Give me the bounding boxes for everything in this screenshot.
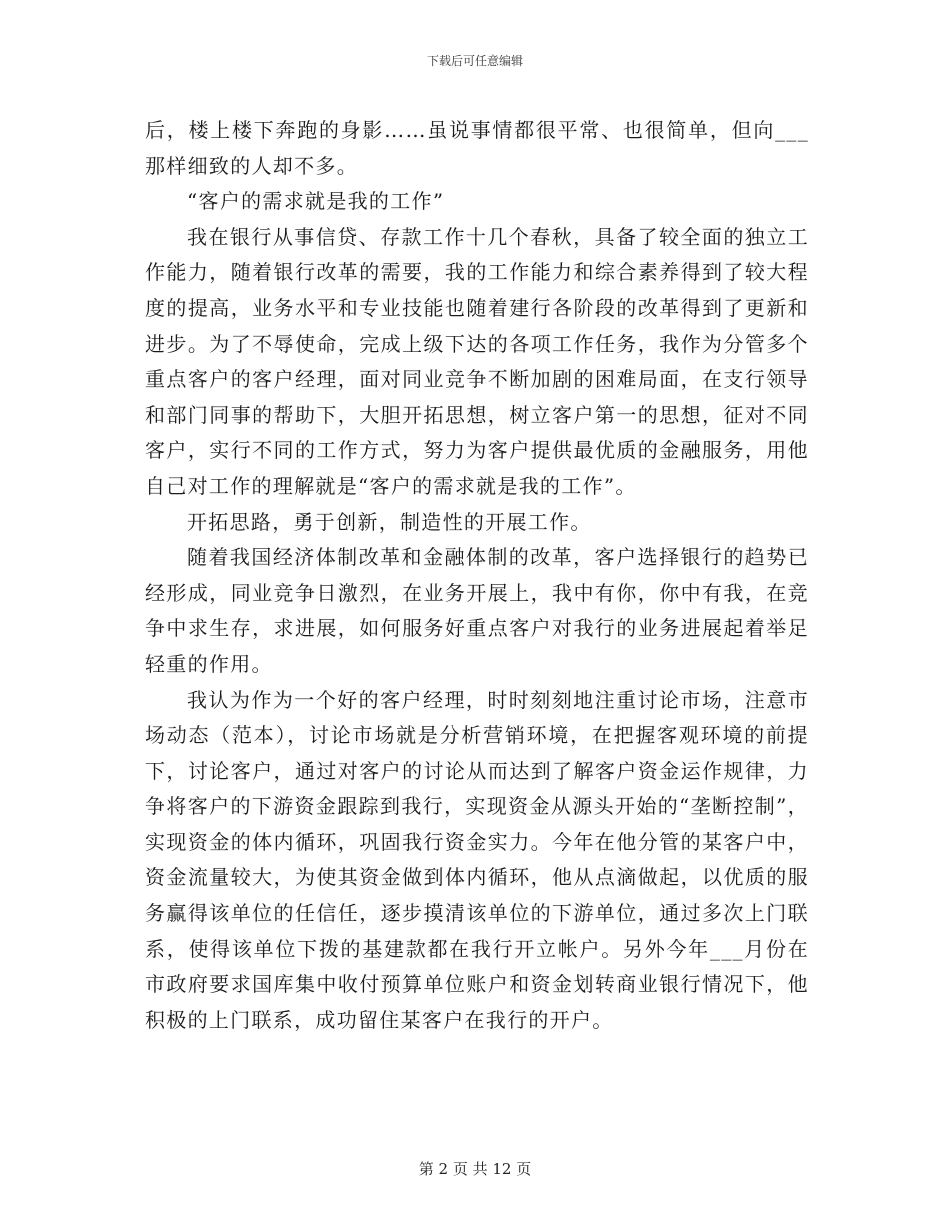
paragraph-continuation: 后，楼上楼下奔跑的身影……虽说事情都很平常、也很简单，但向___那样细致的人却不多。 [145, 118, 809, 178]
paragraph: 我认为作为一个好的客户经理，时时刻刻地注重讨论市场，注意市场动态（范本），讨论市场就是分析营销环境，在把握客观环境的前提下，讨论客户，通过对客户的讨论从而达到了解客户资金运作规律，力争将客户的下游资金跟踪到我行，实现资金从源头开始的“垄断控制”，实现资金的体内循环，巩固我行资金实力。今年在他分管的某客户中，资金流量较大，为使其资金做到体内循环，他从点滴做起，以优质的服务赢得该单位的任信任，逐步摸清该单位的下游单位，通过多次上门联系，使得该单位下拨的基建款都在我行开立帐户。另外今年___月份在市政府要求国库集中收付预算单位账户和资金划转商业银行情况下，他积极的上门联系，成功留住某客户在我行的开户。 [145, 687, 809, 1032]
paragraph: 随着我国经济体制改革和金融体制的改革，客户选择银行的趋势已经形成，同业竞争日激烈，在业务开展上，我中有你，你中有我，在竞争中求生存，求进展，如何服务好重点客户对我行的业务进展起着举足轻重的作用。 [145, 545, 809, 676]
page-header: 下载后可任意编辑 [426, 54, 523, 68]
section-heading-quote: “客户的需求就是我的工作” [187, 189, 445, 214]
paragraph: 我在银行从事信贷、存款工作十几个春秋，具备了较全面的独立工作能力，随着银行改革的需要，我的工作能力和综合素养得到了较大程度的提高，业务水平和专业技能也随着建行各阶段的改革得到了更新和进步。为了不辱使命，完成上级下达的各项工作任务，我作为分管多个重点客户的客户经理，面对同业竞争不断加剧的困难局面，在支行领导和部门同事的帮助下，大胆开拓思想，树立客户第一的思想，征对不同客户，实行不同的工作方式，努力为客户提供最优质的金融服务，用他自己对工作的理解就是“客户的需求就是我的工作”。 [145, 224, 809, 498]
document-body [145, 113, 809, 1038]
section-heading: 开拓思路，勇于创新，制造性的开展工作。 [187, 509, 592, 534]
page-number: 第 2 页 共 12 页 [418, 1160, 532, 1178]
